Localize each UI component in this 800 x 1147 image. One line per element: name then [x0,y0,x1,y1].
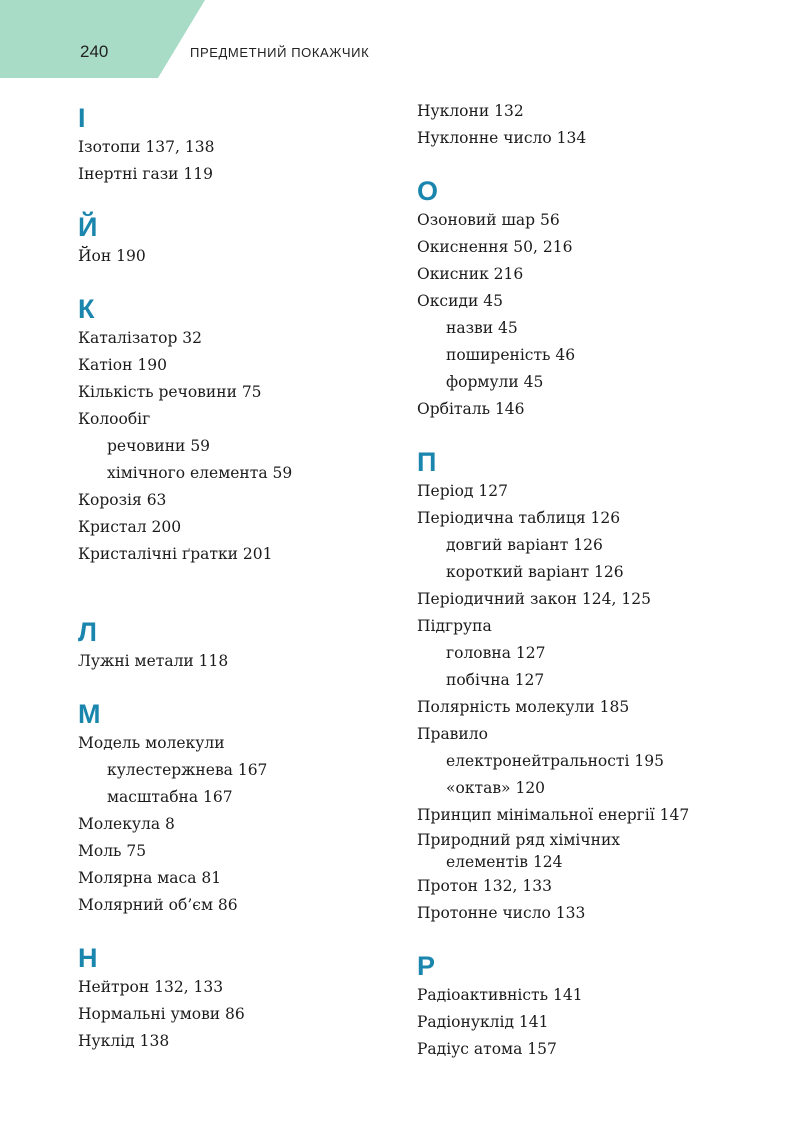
header-band [0,0,800,78]
index-subentry: електронейтральності 195 [446,752,664,770]
index-entry: Інертні гази 119 [78,165,213,183]
section-letter: Л [78,617,97,647]
index-entry: Кристал 200 [78,518,182,536]
index-entry: Йон 190 [78,247,146,265]
index-subentry: формули 45 [446,373,544,391]
index-column-left [78,98,418,1055]
index-entry: Лужні метали 118 [78,652,229,670]
section-m [78,694,418,919]
index-subentry: головна 127 [446,644,546,662]
index-entry: Ізотопи 137, 138 [78,138,215,156]
index-subentry: «октав» 120 [446,779,546,797]
index-subentry: довгий варіант 126 [446,536,603,554]
index-entry: Період 127 [417,482,508,500]
section-letter: Н [78,943,98,973]
section-k [78,289,418,568]
index-entry: Каталізатор 32 [78,329,203,347]
section-n [78,938,418,1055]
index-subentry: кулестержнева 167 [107,761,268,779]
index-entry: Принцип мінімальної енергії 147 [417,806,690,824]
index-entry: Окисник 216 [417,265,524,283]
section-p [417,442,757,927]
section-letter: М [78,699,101,729]
page-number: 240 [80,42,109,61]
index-subentry: назви 45 [446,319,518,337]
index-entry: Модель молекули [78,734,225,752]
section-l [78,612,418,675]
index-subentry: речовини 59 [107,437,211,455]
index-entry: Молярна маса 81 [78,869,222,887]
index-entry: Правило [417,725,488,743]
index-entry: Моль 75 [78,842,147,860]
index-entry: Радіус атома 157 [417,1040,557,1058]
index-entry: Орбіталь 146 [417,400,525,418]
index-entry: Нейтрон 132, 133 [78,978,224,996]
running-title: ПРЕДМЕТНИЙ ПОКАЖЧИК [190,45,370,60]
index-entry: Періодична таблиця 126 [417,509,621,527]
index-entry: Полярність молекули 185 [417,698,630,716]
section-o [417,171,757,423]
index-entry: Нуклони 132 [417,102,524,120]
index-entry: Корозія 63 [78,491,167,509]
index-column-right [417,98,757,1063]
index-subentry: масштабна 167 [107,788,233,806]
section-letter: К [78,294,95,324]
index-entry: Молярний об’єм 86 [78,896,238,914]
index-subentry: короткий варіант 126 [446,563,624,581]
index-subentry: побічна 127 [446,671,545,689]
index-entry: Нормальні умови 86 [78,1005,245,1023]
index-entry: Молекула 8 [78,815,175,833]
header-decor-shape [0,0,800,78]
section-r [417,946,757,1063]
index-subentry: поширеність 46 [446,346,576,364]
index-entry: Кількість речовини 75 [78,383,262,401]
index-entry: Протонне число 133 [417,904,586,922]
index-entry: Природний ряд хімічних [417,831,621,849]
section-n-continued [417,98,757,152]
index-entry: Підгрупа [417,617,492,635]
index-entry: Озоновий шар 56 [417,211,560,229]
index-entry: Радіонуклід 141 [417,1013,549,1031]
section-y [78,207,418,270]
index-subentry: хімічного елемента 59 [107,464,293,482]
index-entry-continuation: елементів 124 [446,853,563,871]
section-letter: Й [78,212,98,242]
section-letter: І [78,103,86,133]
section-letter: Р [417,951,436,981]
section-i [78,98,418,188]
index-entry: Періодичний закон 124, 125 [417,590,651,608]
index-entry: Колообіг [78,410,151,428]
section-letter: П [417,447,437,477]
index-entry: Радіоактивність 141 [417,986,583,1004]
index-entry: Кристалічні ґратки 201 [78,545,273,563]
index-entry: Нуклід 138 [78,1032,170,1050]
section-letter: О [417,176,439,206]
index-entry: Окиснення 50, 216 [417,238,573,256]
index-entry: Катіон 190 [78,356,167,374]
index-entry: Нуклонне число 134 [417,129,587,147]
index-entry: Протон 132, 133 [417,877,552,895]
index-entry: Оксиди 45 [417,292,503,310]
